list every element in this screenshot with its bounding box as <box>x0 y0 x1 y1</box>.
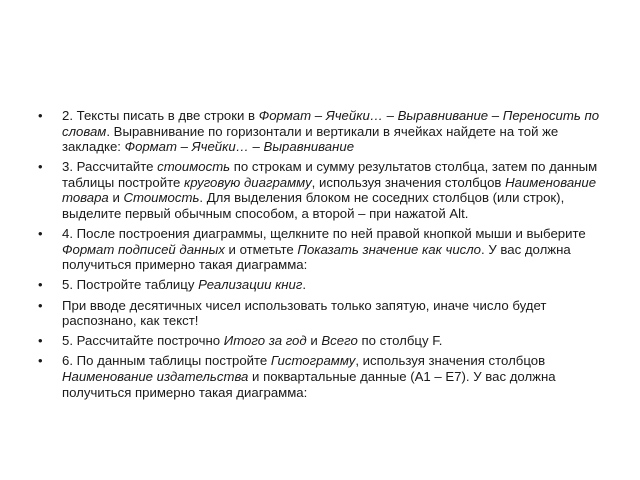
italic-text: Формат – Ячейки… – Выравнивание – Переносить по словам <box>62 108 600 139</box>
italic-text: Показать значение как число <box>297 241 482 257</box>
bullet-item <box>38 108 606 155</box>
text-run: и <box>108 190 124 206</box>
italic-text: Гистограмму <box>270 353 356 369</box>
text-run: , используя значения столбцов <box>355 353 546 369</box>
italic-text: Всего <box>321 333 358 349</box>
italic-text: Формат подписей данных <box>62 241 225 257</box>
bullet-item <box>38 333 606 349</box>
bullet-item <box>38 226 606 273</box>
text-run: . У вас должна получиться примерно такая диаграмма: <box>62 241 571 273</box>
text-run: При вводе десятичных чисел использовать только запятую, иначе число будет распознано, как текст! <box>62 297 547 329</box>
text-run: . Выравнивание по горизонтали и вертикали в ячейках найдете на той же закладке: <box>62 123 559 155</box>
italic-text: Итого за год <box>223 333 307 349</box>
text-run: 3. Рассчитайте <box>62 159 158 175</box>
italic-text: Реализации книг <box>198 277 303 293</box>
text-run: по столбцу F. <box>357 333 443 349</box>
text-run: 4. После построения диаграммы, щелкните по ней правой кнопкой мыши и выберите <box>62 226 586 242</box>
text-run: и отметьте <box>224 241 298 257</box>
slide-content <box>38 108 606 405</box>
bullet-list <box>38 108 606 400</box>
italic-text: Формат – Ячейки… – Выравнивание <box>124 139 355 155</box>
italic-text: Стоимость <box>123 190 200 206</box>
text-run: 2. Тексты писать в две строки в <box>62 108 259 123</box>
text-run: по строкам и сумму результатов столбца, затем по данным таблицы постройте <box>62 159 598 190</box>
text-run: , используя значения столбцов <box>311 174 506 190</box>
text-run: и <box>306 333 322 349</box>
italic-text: круговую диаграмму <box>183 174 312 190</box>
text-run: 6. По данным таблицы постройте <box>62 353 271 369</box>
italic-text: стоимость <box>157 159 231 175</box>
bullet-item <box>38 277 606 293</box>
italic-text: Наименование товара <box>62 174 597 206</box>
text-run: . <box>302 277 307 293</box>
text-run: . Для выделения блоком не соседних столбцов (или строк), выделите первый обычным способом, а второй – при нажатой Alt. <box>62 190 565 222</box>
text-run: 5. Рассчитайте построчно <box>62 333 224 349</box>
bullet-item <box>38 298 606 329</box>
text-run: 5. Постройте таблицу <box>62 277 199 293</box>
italic-text: Наименование издательства <box>62 368 249 384</box>
bullet-item <box>38 353 606 400</box>
bullet-item <box>38 159 606 221</box>
text-run: и поквартальные данные (A1 – E7). У вас должна получиться примерно такая диаграмма: <box>62 368 556 400</box>
